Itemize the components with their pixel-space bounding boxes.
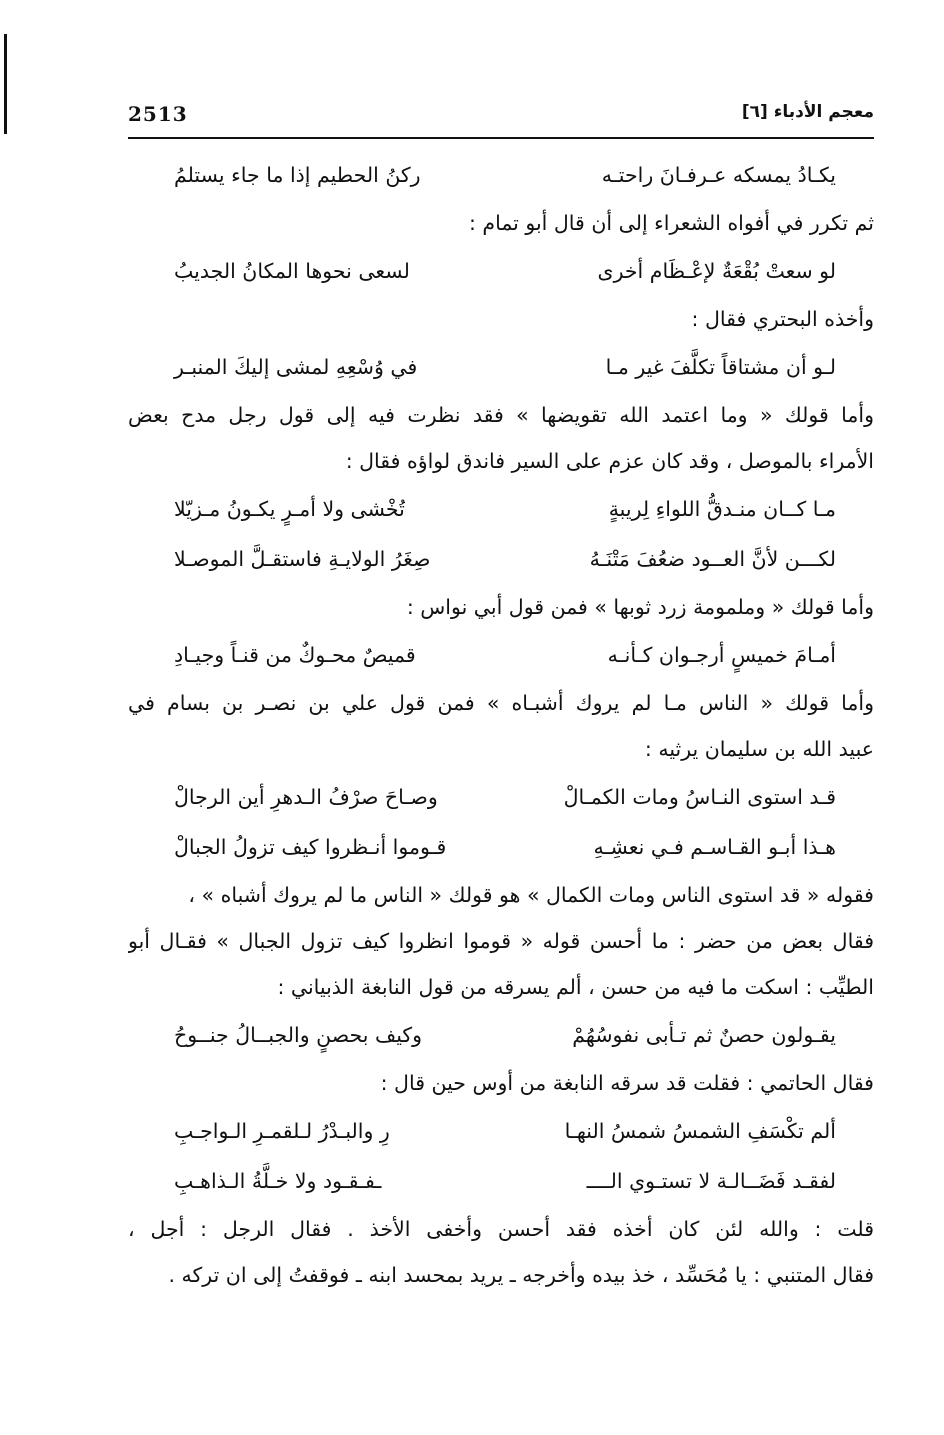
- verse-second-hemistich: ـفـقـود ولا خـلَّةُ الـذاهـبِ: [174, 1169, 382, 1193]
- verse-first-hemistich: قـد استوى النـاسُ ومات الكمـالْ: [563, 785, 836, 809]
- verse-second-hemistich: قـوموا أنـظروا كيف تزولُ الجبالْ: [174, 835, 447, 859]
- page-header: [128, 100, 874, 136]
- verse-second-hemistich: ركنُ الحطيم إذا ما جاء يستلمُ: [174, 163, 421, 187]
- verse-first-hemistich: لكـــن لأنَّ العــود ضعُفَ مَتْنَـهُ: [589, 547, 836, 571]
- verse-first-hemistich: ألم تكْسَفِ الشمسُ شمسُ النهـا: [564, 1119, 836, 1143]
- verse-first-hemistich: مـا كــان منـدقُّ اللواءِ لِريبةٍ: [608, 497, 836, 521]
- verse-first-hemistich: لفقـد فَضَــالـة لا تستـوي الــــ: [586, 1169, 836, 1193]
- header-rule: [128, 137, 874, 139]
- verse-second-hemistich: في وُسْعِهِ لمشى إليكَ المنبـر: [174, 355, 418, 379]
- verse-second-hemistich: صِغَرُ الولايـةِ فاستقـلَّ الموصـلا: [174, 547, 431, 571]
- prose-line: عبيد الله بن سليمان يرثيه :: [644, 737, 874, 761]
- verse-line: [128, 150, 874, 200]
- page-body: [128, 150, 874, 1298]
- verse-line: [128, 484, 874, 534]
- prose-line: فقال المتنبي : يا مُحَسِّد ، خذ بيده وأخرجه ـ يريد بمحسد ابنه ـ فوقفتُ إلى ان تركه .: [168, 1263, 874, 1287]
- verse-line: [128, 822, 874, 872]
- verse-line: [128, 630, 874, 680]
- prose-line: وأما قولك « وما اعتمد الله تقويضها » فقد نظرت فيه إلى قول رجل مدح بعض: [128, 403, 874, 427]
- page-number: 2513: [128, 102, 188, 126]
- verse-line: [128, 772, 874, 822]
- verse-second-hemistich: قميصٌ محـوكٌ من قنـاً وجيـادِ: [174, 643, 416, 667]
- prose-line: وأخذه البحتري فقال :: [691, 307, 874, 331]
- verse-first-hemistich: يكـادُ يمسكه عـرفـانَ راحتـه: [601, 163, 836, 187]
- prose-line: وأما قولك « الناس مـا لم يروك أشبـاه » فمن قول علي بن نصـر بن بسام في: [128, 691, 874, 715]
- verse-first-hemistich: لو سعتْ بُقْعَةٌ لإعْـظَام أخرى: [597, 259, 836, 283]
- prose-line: قلت : والله لئن كان أخذه فقد أحسن وأخفى الأخذ . فقال الرجل : أجل ،: [128, 1217, 874, 1241]
- verse-first-hemistich: يقـولون حصنٌ ثم تـأبى نفوسُهُمْ: [572, 1023, 836, 1047]
- prose-line: فقال الحاتمي : فقلت قد سرقه النابغة من أوس حين قال :: [380, 1071, 874, 1095]
- scan-edge-mark: [4, 34, 7, 134]
- prose-line: الطيِّب : اسكت ما فيه من حسن ، ألم يسرقه من قول النابغة الذبياني :: [277, 975, 874, 999]
- verse-first-hemistich: أمـامَ خميسٍ أرجـوان كـأنـه: [607, 643, 836, 667]
- prose-line: فقوله « قد استوى الناس ومات الكمال » هو قولك « الناس ما لم يروك أشباه » ،: [188, 883, 874, 907]
- verse-line: [128, 534, 874, 584]
- verse-second-hemistich: تُخْشى ولا أمـرٍ يكـونُ مـزيّلا: [174, 497, 405, 521]
- verse-second-hemistich: رِ والبـدْرُ لـلقمـرِ الـواجـبِ: [174, 1119, 390, 1143]
- verse-line: [128, 1010, 874, 1060]
- prose-line: ثم تكرر في أفواه الشعراء إلى أن قال أبو تمام :: [468, 211, 874, 235]
- verse-line: [128, 1106, 874, 1156]
- prose-line: فقال بعض من حضر : ما أحسن قوله « قوموا انظروا كيف تزول الجبال » فقـال أبو: [128, 929, 874, 953]
- verse-line: [128, 342, 874, 392]
- verse-line: [128, 1156, 874, 1206]
- prose-line: الأمراء بالموصل ، وقد كان عزم على السير فاندق لواؤه فقال :: [345, 449, 874, 473]
- verse-second-hemistich: وصـاحَ صرْفُ الـدهرِ أين الرجالْ: [174, 785, 438, 809]
- running-title: معجم الأدباء [٦]: [741, 102, 874, 122]
- verse-line: [128, 246, 874, 296]
- verse-second-hemistich: لسعى نحوها المكانُ الجديبُ: [174, 259, 410, 283]
- verse-first-hemistich: هـذا أبـو القـاسـم فـي نعشِـهِ: [593, 835, 836, 859]
- verse-first-hemistich: لـو أن مشتاقاً تكلَّفَ غير مـا: [605, 355, 836, 379]
- prose-line: وأما قولك « وملمومة زرد ثوبها » فمن قول أبي نواس :: [406, 595, 874, 619]
- verse-second-hemistich: وكيف بحصنٍ والجبــالُ جنــوحُ: [174, 1023, 423, 1047]
